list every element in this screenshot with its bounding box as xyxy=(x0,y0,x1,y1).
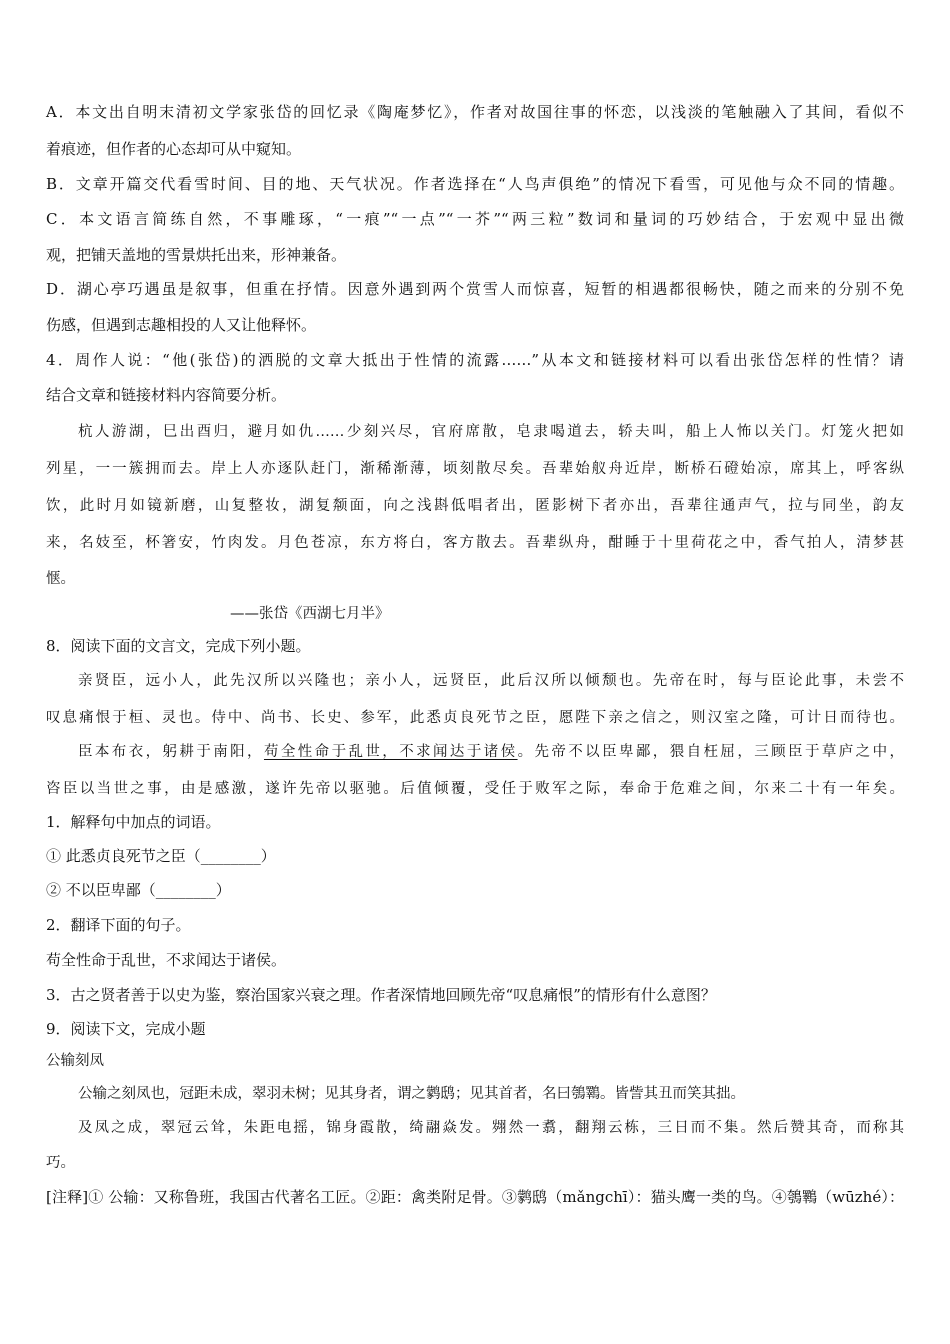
option-d-line-2: 伤感，但遇到志趣相投的人又让他释怀。 xyxy=(46,316,317,334)
question-9-heading: 9．阅读下文，完成小题 xyxy=(46,1020,206,1038)
question-4-line-2: 结合文章和链接材料内容简要分析。 xyxy=(46,386,287,404)
q9-passage-p1: 公输之刻凤也，冠距未成，翠羽未树；见其身者，谓之鹲鸱；见其首者，名曰鴮鸅。皆訾其丑而笑其拙。 xyxy=(78,1086,745,1102)
q8-passage-p2-line-1 xyxy=(78,742,904,762)
q4-passage-line-1: 杭人游湖，巳出酉归，避月如仇……少刻兴尽，官府席散，皂隶喝道去，轿夫叫，船上人怖以关门。灯笼火把如 xyxy=(78,424,904,440)
option-c-line-1: C．本文语言简练自然，不事雕琢，“一痕”“一点”“一芥”“两三粒”数词和量词的巧妙结合，于宏观中显出微 xyxy=(46,210,904,228)
q9-passage-p2-line-1: 及凤之成，翠冠云耸，朱距电摇，锦身霞散，绮翮焱发。翙然一翥，翻翔云栋，三日而不集。然后赞其奇，而称其 xyxy=(78,1120,904,1136)
q8-passage-p1-line-1: 亲贤臣，远小人，此先汉所以兴隆也；亲小人，远贤臣，此后汉所以倾颓也。先帝在时，每与臣论此事，未尝不 xyxy=(78,673,904,689)
q4-passage-line-2: 列星，一一簇拥而去。岸上人亦逐队赶门，渐稀渐薄，顷刻散尽矣。吾辈始舣舟近岸，断桥石磴始凉，席其上，呼客纵 xyxy=(46,461,904,477)
q8-sub-question-2: 2．翻译下面的句子。 xyxy=(46,916,191,934)
q8-sub-question-1-a: ① 此悉贞良死节之臣（________） xyxy=(46,847,276,865)
q9-passage-p2-line-2: 巧。 xyxy=(46,1155,75,1171)
q8-passage-p1-line-2: 叹息痛恨于桓、灵也。侍中、尚书、长史、参军，此悉贞良死节之臣，愿陛下亲之信之，则汉室之隆，可计日而待也。 xyxy=(46,710,904,726)
option-a-line-2: 着痕迹，但作者的心态却可从中窥知。 xyxy=(46,140,302,158)
question-8-heading: 8．阅读下面的文言文，完成下列小题。 xyxy=(46,637,311,655)
q8-p2-post: 。先帝不以臣卑鄙，猥自枉屈，三顾臣于草庐之中， xyxy=(517,744,904,760)
question-4-line-1: 4．周作人说：“他(张岱)的洒脱的文章大抵出于性情的流露……”从本文和链接材料可以看出张岱怎样的性情？请 xyxy=(46,351,904,369)
option-b-line-1: B．文章开篇交代看雪时间、目的地、天气状况。作者选择在“人鸟声俱绝”的情况下看雪，可见他与众不同的情趣。 xyxy=(46,175,904,193)
q8-underlined-sentence: 苟全性命于乱世，不求闻达于诸侯 xyxy=(263,744,518,760)
q4-passage-line-3: 饮，此时月如镜新磨，山复整妆，湖复颒面，向之浅斟低唱者出，匿影树下者亦出，吾辈往通声气，拉与同坐，韵友 xyxy=(46,498,904,514)
q8-sub-question-2-sentence: 苟全性命于乱世，不求闻达于诸侯。 xyxy=(46,951,287,969)
q8-passage-p2-line-2: 咨臣以当世之事，由是感激，遂许先帝以驱驰。后值倾覆，受任于败军之际，奉命于危难之间，尔来二十有一年矣。 xyxy=(46,781,904,797)
option-a-line-1: A．本文出自明末清初文学家张岱的回忆录《陶庵梦忆》，作者对故国往事的怀恋，以浅淡的笔触融入了其间，看似不 xyxy=(46,103,904,121)
option-d-line-1: D．湖心亭巧遇虽是叙事，但重在抒情。因意外遇到两个赏雪人而惊喜，短暂的相遇都很畅快，随之而来的分别不免 xyxy=(46,280,904,298)
q4-passage-line-4: 来，名妓至，杯箸安，竹肉发。月色苍凉，东方将白，客方散去。吾辈纵舟，酣睡于十里荷花之中，香气拍人，清梦甚 xyxy=(46,535,904,551)
q8-sub-question-3: 3．古之贤者善于以史为鉴，察治国家兴衰之理。作者深情地回顾先帝“叹息痛恨”的情形有什么意图？ xyxy=(46,986,716,1004)
q8-sub-question-1: 1．解释句中加点的词语。 xyxy=(46,813,221,831)
q9-annotation-note: [注释]① 公输：又称鲁班，我国古代著名工匠。②距：禽类附足骨。③鹲鸱（mǎngchī）：猫头鹰一类的鸟。④鴮鸅（wūzhé）： xyxy=(46,1188,904,1206)
q8-p2-pre: 臣本布衣，躬耕于南阳， xyxy=(78,744,264,760)
q4-passage-line-5: 惬。 xyxy=(46,571,75,587)
option-c-line-2: 观，把铺天盖地的雪景烘托出来，形神兼备。 xyxy=(46,246,347,264)
q4-passage-source: ——张岱《西湖七月半》 xyxy=(230,606,390,622)
q8-sub-question-1-b: ② 不以臣卑鄙（________） xyxy=(46,881,231,899)
q9-passage-title: 公输刻凤 xyxy=(46,1053,104,1069)
